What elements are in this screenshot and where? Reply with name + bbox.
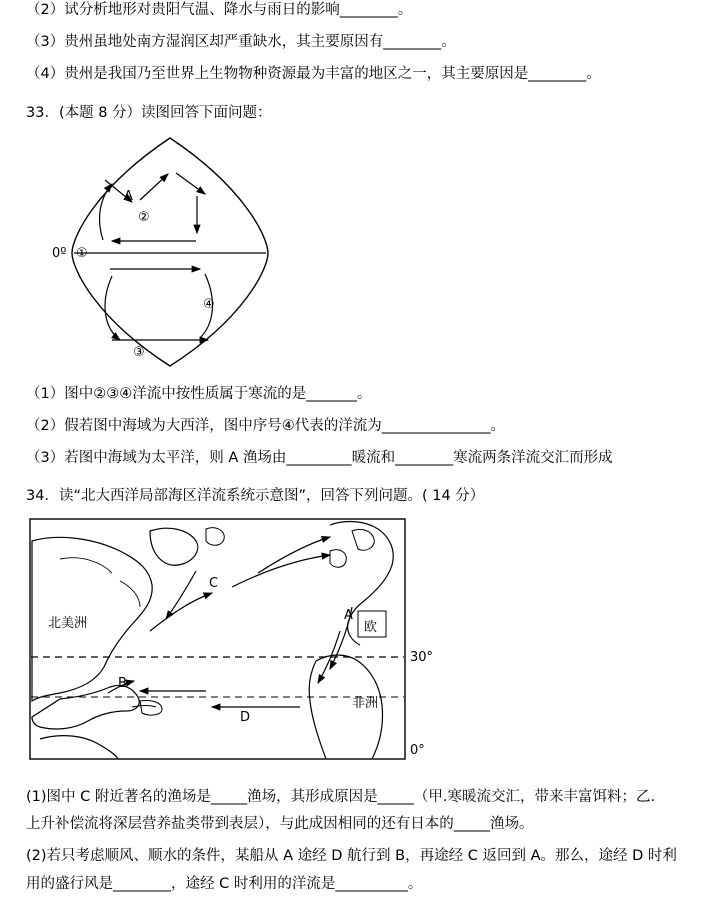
figure-ocean-current-schematic [0,128,703,378]
map-label-europe: 欧 [364,619,378,635]
map-label-africa: 非洲 [352,695,379,711]
figure-north-atlantic-map [0,511,703,781]
figure1-label-2: ② [138,210,150,226]
map-label-A: A [344,607,353,623]
question-33-sub2: （2）假若图中海域为大西洋，图中序号④代表的洋流为_______________。 [26,418,505,434]
map-label-B: B [118,675,127,691]
question-32-sub2: （2）试分析地形对贵阳气温、降水与雨日的影响________。 [26,2,413,18]
question-34-heading: 34．读“北大西洋局部海区洋流系统示意图”，回答下列问题。( 14 分） [26,487,485,504]
map-label-lat30: 30° [410,649,434,665]
figure1-label-A: A [124,189,133,205]
figure1-label-1: ① [76,246,88,262]
figure1-label-3: ③ [133,345,145,361]
question-33-sub3: （3）若图中海域为太平洋，则 A 渔场由_________暖流和________寒流两条洋流交汇而形成 [26,449,613,466]
map-label-lat0: 0° [410,742,425,758]
question-34-sub2-line1: (2)若只考虑顺风、顺水的条件，某船从 A 途经 D 航行到 B，再途经 C 返回到 A。那么，途经 D 时利 [26,848,677,864]
question-34-sub2-line2: 用的盛行风是________，途经 C 时利用的洋流是__________。 [26,875,423,892]
map-label-north-america: 北美洲 [48,615,88,631]
question-34-sub1-line1: (1)图中 C 附近著名的渔场是_____渔场，其形成原因是_____（甲.寒暖流交汇，带来丰富饵料；乙. [26,788,656,805]
question-33-sub1: （1）图中②③④洋流中按性质属于寒流的是_______。 [26,386,372,403]
question-33-heading: 33．(本题 8 分）读图回答下面问题： [26,105,272,122]
map-label-D: D [240,709,251,725]
question-32-sub3: （3）贵州虽地处南方湿润区却严重缺水，其主要原因有________。 [26,33,456,50]
figure1-label-4: ④ [203,297,215,313]
map-label-C: C [209,575,219,591]
question-34-sub1-line2: 上升补偿流将深层营养盐类带到表层），与此成因相同的还有日本的_____渔场。 [26,816,534,833]
question-32-sub4: （4）贵州是我国乃至世界上生物物种资源最为丰富的地区之一，其主要原因是________。 [26,65,601,82]
figure1-label-equator: 0º [52,246,67,262]
